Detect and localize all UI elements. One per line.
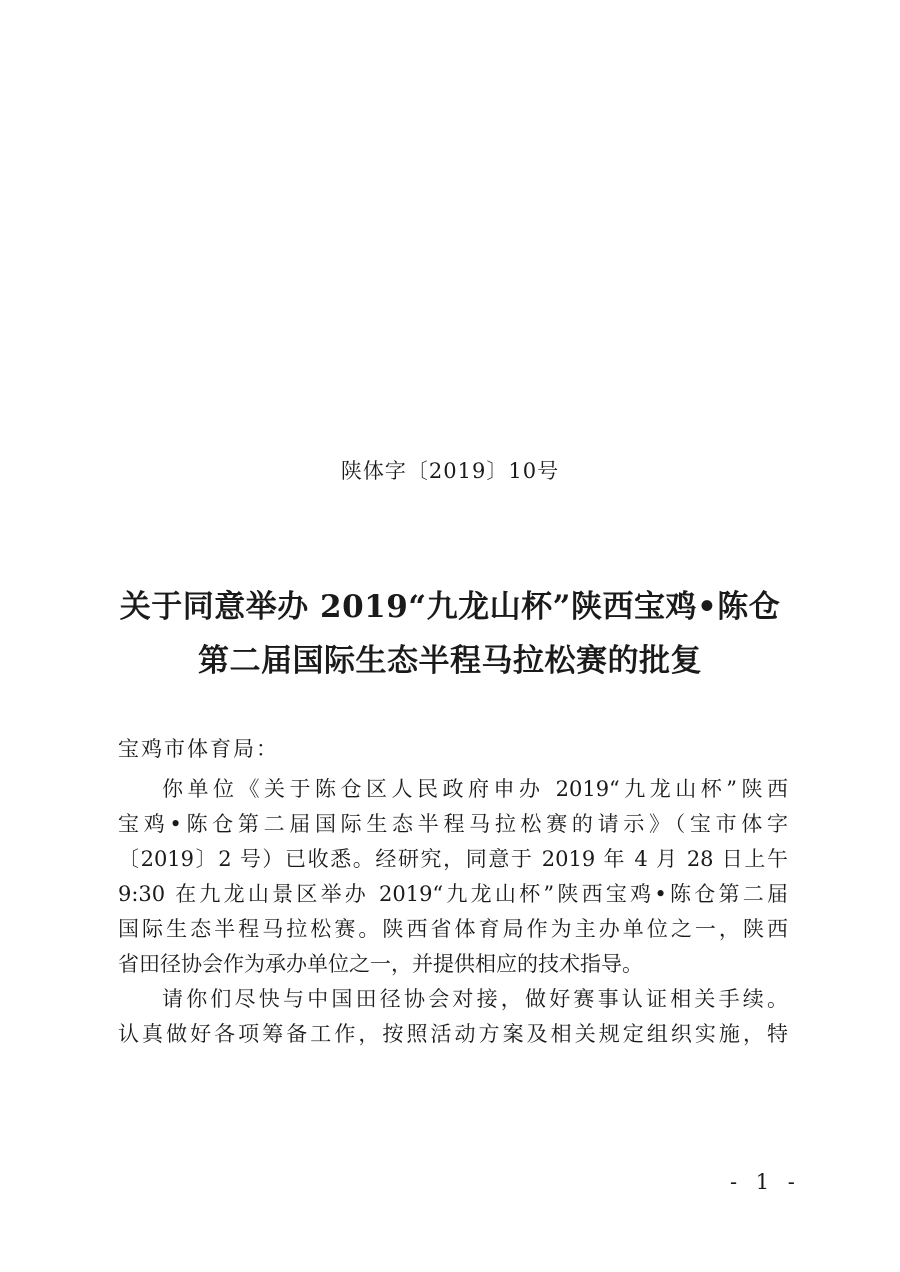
title-line: 关于同意举办 2019“九龙山杯”陕西宝鸡•陈仓 [119, 589, 781, 625]
body-line: 省田径协会作为承办单位之一，并提供相应的技术指导。 [118, 952, 643, 976]
page-number: - 1 - [730, 1170, 801, 1194]
title-line: 第二届国际生态半程马拉松赛的批复 [198, 643, 702, 679]
body-line: 9:30 在九龙山景区举办 2019“九龙山杯”陕西宝鸡•陈仓第二届 [118, 882, 788, 906]
body-line: 国际生态半程马拉松赛。陕西省体育局作为主办单位之一，陕西 [118, 917, 788, 941]
addressee: 宝鸡市体育局： [118, 737, 279, 761]
document-number: 陕体字〔2019〕10号 [340, 459, 560, 483]
body-line: 宝鸡•陈仓第二届国际生态半程马拉松赛的请示》（宝市体字 [118, 812, 788, 836]
body-text [118, 772, 788, 1052]
body-line: 认真做好各项筹备工作，按照活动方案及相关规定组织实施，特 [118, 1022, 788, 1046]
body-line: 你单位《关于陈仓区人民政府申办 2019“九龙山杯”陕西 [162, 777, 788, 801]
body-line: 〔2019〕2 号）已收悉。经研究，同意于 2019 年 4 月 28 日上午 [118, 847, 788, 871]
document-title [0, 580, 900, 688]
body-line: 请你们尽快与中国田径协会对接，做好赛事认证相关手续。 [162, 987, 788, 1011]
